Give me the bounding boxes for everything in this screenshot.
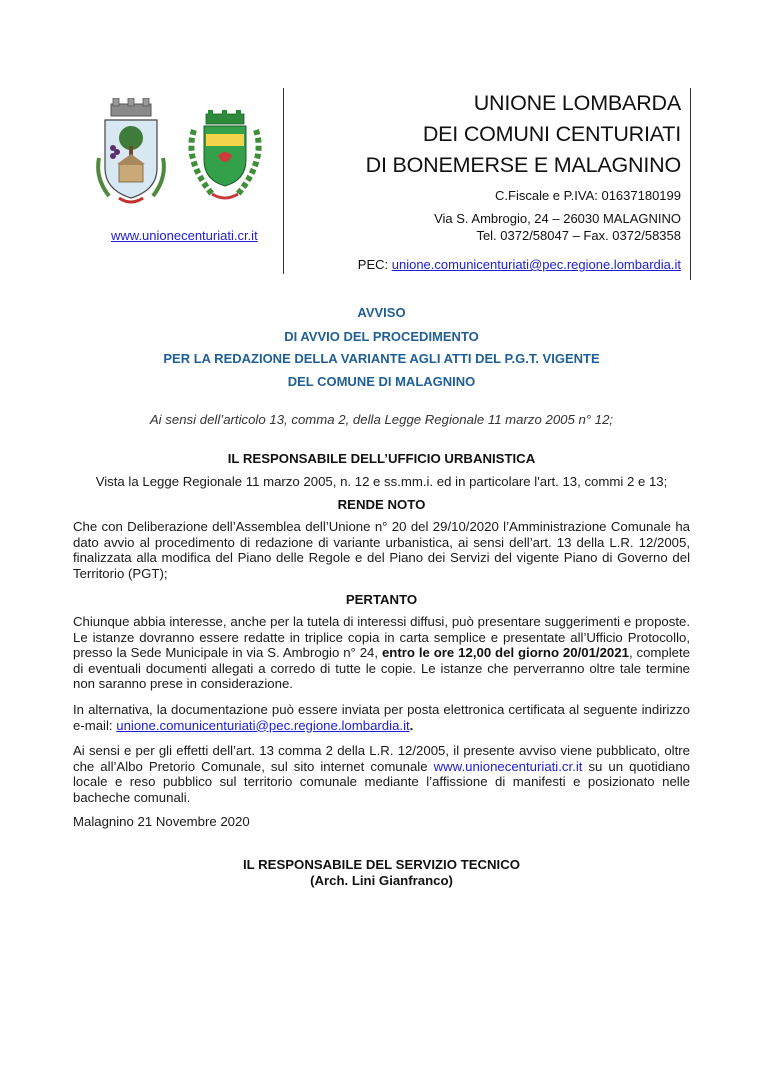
alternativa-text: In alternativa, la documentazione può essere inviata per posta elettronica certificata al seguente indirizzo e-mail: xyxy=(73,702,690,733)
alternativa-end: . xyxy=(409,717,414,733)
pubblicazione-url[interactable]: www.unionecenturiati.cr.it xyxy=(433,758,583,774)
signature-title: IL RESPONSABILE DEL SERVIZIO TECNICO xyxy=(243,857,520,872)
union-name-line-3: DI BONEMERSE E MALAGNINO xyxy=(365,153,681,177)
address: Via S. Ambrogio, 24 – 26030 MALAGNINO xyxy=(434,211,681,226)
notice-title-2: DI AVVIO DEL PROCEDIMENTO xyxy=(284,329,479,344)
pubblicazione-text-b: su un quotidiano locale e reso pubblico sul territorio comunale mediante l’affissione di manifesti e posizionato nelle bacheche comunali. xyxy=(73,758,691,805)
vista-paragraph: Vista la Legge Regionale 11 marzo 2005, n. 12 e ss.mm.i. ed in particolare l'art. 13, commi 2 e 13; xyxy=(95,474,668,489)
place-date: Malagnino 21 Novembre 2020 xyxy=(73,814,250,829)
notice-title-3: PER LA REDAZIONE DELLA VARIANTE AGLI ATTI DEL P.G.T. VIGENTE xyxy=(163,351,600,366)
pubblicazione-text-a: Ai sensi e per gli effetti dell’art. 13 comma 2 della L.R. 12/2005, il presente avviso viene pubblicato, oltre che all’Albo Pretorio Comunale, sul sito internet comunale xyxy=(73,743,690,774)
rende-noto-heading: RENDE NOTO xyxy=(337,497,426,512)
deadline: entro le ore 12,00 del giorno 20/01/2021 xyxy=(381,645,629,660)
notice-title-1: AVVISO xyxy=(357,305,406,320)
pertanto-text-b: , complete di eventuali documenti allegati a corredo di tutte le copie. Le istanze che perverranno oltre tale termine non saranno prese in considerazione. xyxy=(73,645,691,691)
pec-line xyxy=(358,257,681,272)
pec-email-link[interactable]: unione.comunicenturiati@pec.regione.lombardia.it xyxy=(391,257,681,272)
malagnino-coat-of-arms-icon xyxy=(182,110,268,202)
legal-basis: Ai sensi dell’articolo 13, comma 2, della Legge Regionale 11 marzo 2005 n° 12; xyxy=(149,412,614,427)
fiscal-code: C.Fiscale e P.IVA: 01637180199 xyxy=(495,188,681,203)
signature-name: (Arch. Lini Gianfranco) xyxy=(310,873,453,888)
responsible-heading: IL RESPONSABILE DELL’UFFICIO URBANISTICA xyxy=(227,451,536,466)
rende-noto-paragraph: Che con Deliberazione dell’Assemblea dell’Unione n° 20 del 29/10/2020 l’Amministrazione Comunale ha dato avvio al procedimento di redazione di variante urbanistica, ai sensi dell’art. 13 della L.R. 12/2005, finalizzata alla modifica del Piano delle Regole e del Piano dei Servizi del vigente Piano di Governo del Territorio (PGT); xyxy=(73,519,690,581)
pubblicazione-paragraph xyxy=(73,743,690,805)
pertanto-text-a: Chiunque abbia interesse, anche per la tutela di interessi diffusi, può presentare suggerimenti e proposte. Le istanze dovranno essere redatte in triplice copia in carta semplice e presentate all’Ufficio Protocollo, presso la Sede Municipale in via S. Ambrogio n° 24, xyxy=(73,614,690,660)
pec-label: PEC: xyxy=(357,257,392,272)
union-name-line-1: UNIONE LOMBARDA xyxy=(473,91,681,115)
pertanto-paragraph xyxy=(73,614,690,692)
bonemerse-coat-of-arms-icon xyxy=(95,98,167,208)
phone-fax: Tel. 0372/58047 – Fax. 0372/58358 xyxy=(476,228,681,243)
alternativa-paragraph xyxy=(73,702,690,733)
header-divider-left xyxy=(283,88,284,274)
alternativa-email-link[interactable]: unione.comunicenturiati@pec.regione.lombardia.it xyxy=(116,717,410,733)
notice-title-4: DEL COMUNE DI MALAGNINO xyxy=(287,374,476,389)
header-divider-right xyxy=(690,88,691,280)
union-name-line-2: DEI COMUNI CENTURIATI xyxy=(422,122,681,146)
pertanto-heading: PERTANTO xyxy=(345,592,418,607)
website-link[interactable]: www.unionecenturiati.cr.it xyxy=(111,228,258,243)
